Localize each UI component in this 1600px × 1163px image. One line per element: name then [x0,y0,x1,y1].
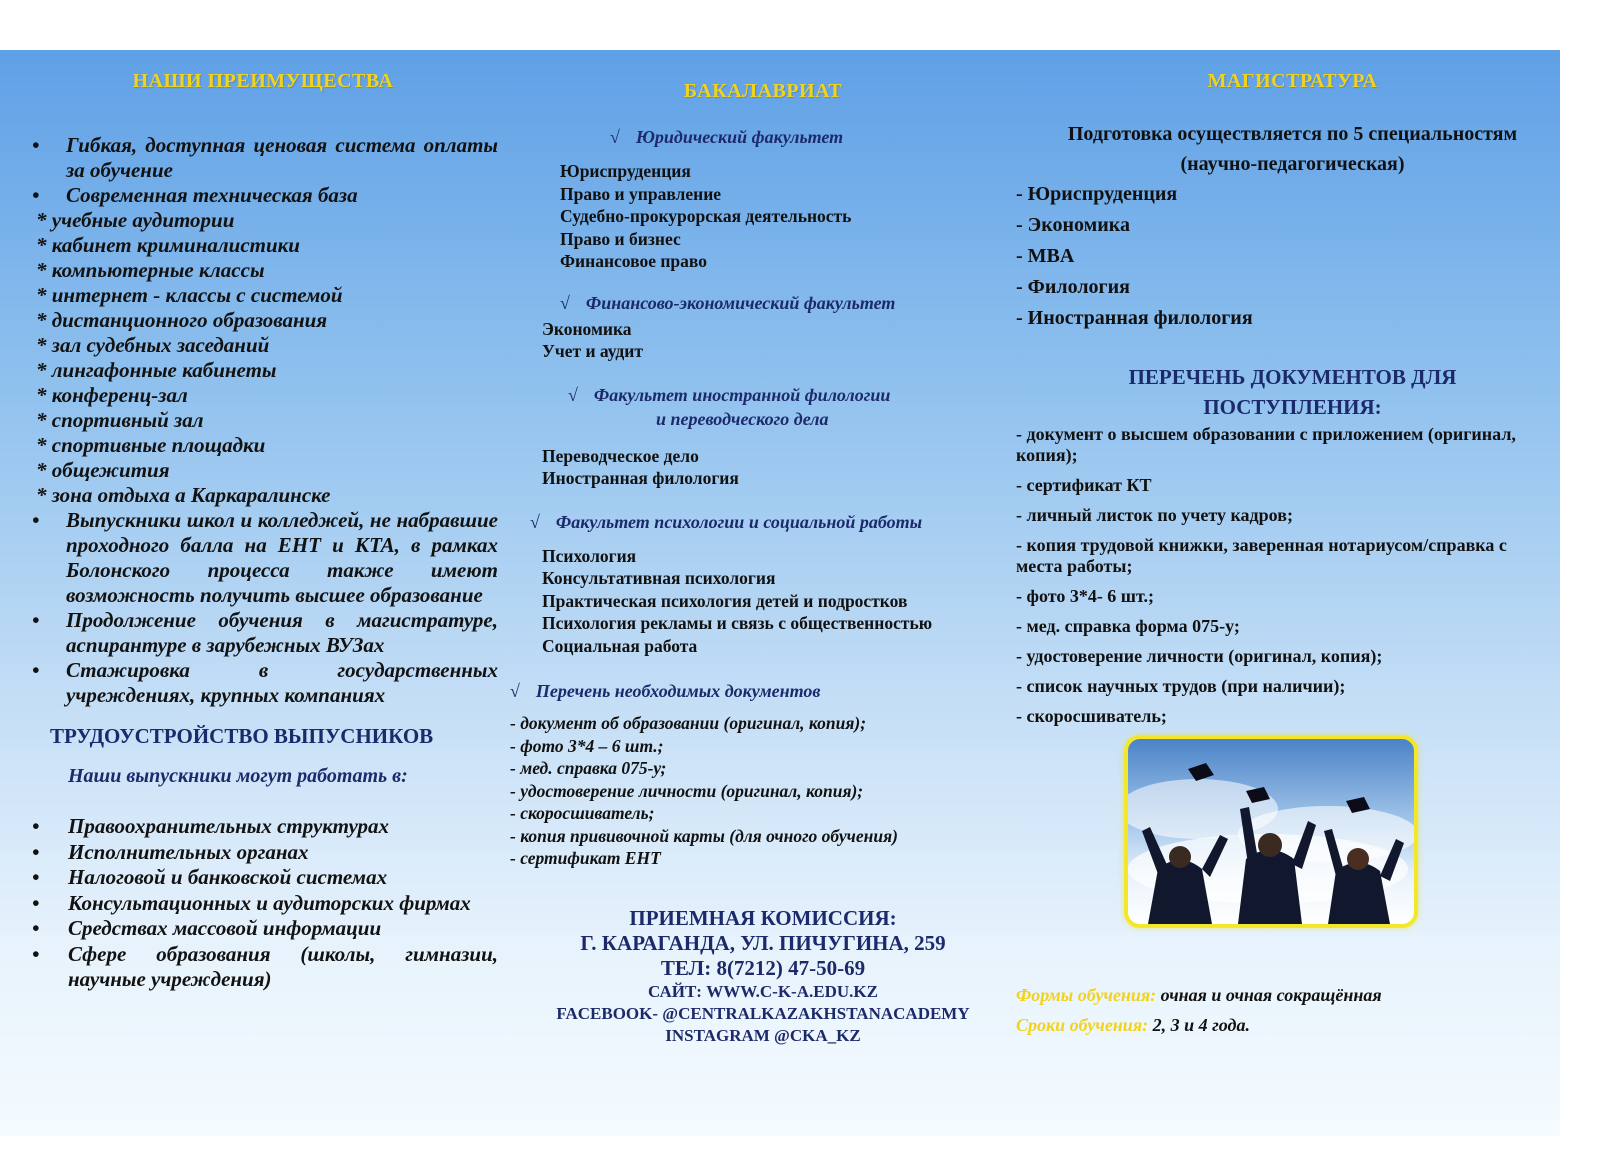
master-title: МАГИСТРАТУРА [1207,70,1378,92]
faculty-psychology-programs [542,545,1008,658]
list-item: Финансовое право [560,251,707,271]
list-item: - копия трудовой книжки, заверенная нотариусом/справка с места работы; [1016,535,1507,576]
list-item: Переводческое дело [542,445,699,466]
list-item: * лингафонные кабинеты [36,358,277,382]
list-item: - копия прививочной карты (для очного обучения) [510,825,898,846]
list-item: • Средствах массовой информации [28,916,498,942]
list-item: • Консультационных и аудиторских фирмах [28,891,498,917]
master-documents-title: ПЕРЕЧЕНЬ ДОКУМЕНТОВ ДЛЯ ПОСТУПЛЕНИЯ: [1128,365,1457,419]
list-item: - мед. справка 075-у; [510,758,667,778]
faculty-finance-programs [542,318,1008,363]
list-item: Социальная работа [542,635,698,656]
employment-list [28,814,498,993]
contact-instagram: INSTAGRAM @CKA_KZ [665,1025,861,1045]
faculty-psychology-title: √ Факультет психологии и социальной работы [530,511,923,532]
faculty-law-title: √ Юридический факультет [610,127,844,147]
contact-phone: ТЕЛ: 8(7212) 47-50-69 [660,955,866,980]
list-item: * учебные аудитории [36,208,235,232]
list-item: - документ об образовании (оригинал, копия); [510,713,867,733]
bachelor-documents-title: √ Перечень необходимых документов [510,681,821,701]
contact-title: ПРИЕМНАЯ КОМИССИЯ: [629,905,897,930]
master-column [1016,50,1555,1136]
contact-address: Г. КАРАГАНДА, УЛ. ПИЧУГИНА, 259 [580,930,946,955]
list-item: - Юриспруденция [1016,183,1178,205]
list-item: - документ о высшем образовании с приложением (оригинал, копия); [1016,424,1516,465]
list-item: * зал судебных заседаний [36,333,270,357]
list-item: - скоросшиватель; [510,803,655,823]
faculty-philology-title: √ Факультет иностранной филологии и переводческого дела [568,384,891,429]
list-item: * кабинет криминалистики [36,233,300,257]
master-specialties [1016,179,1555,334]
faculty-philology-programs [542,445,1008,490]
contact-website: САЙТ: WWW.C-K-A.EDU.KZ [648,981,878,1001]
contact-facebook: FACEBOOK- @CENTRALKAZAKHSTANACADEMY [556,1003,970,1023]
list-item: Консультативная психология [542,568,776,588]
check-icon: √ [610,127,620,147]
graduates-illustration [1128,739,1414,924]
list-item: * спортивный зал [36,408,204,432]
list-item: • Стажировка в государственных учреждениях, крупных компаниях [28,658,498,708]
list-item: - удостоверение личности (оригинал, копия); [510,780,864,801]
list-item: * зона отдыха а Каркаралинске [36,483,331,507]
list-item: - Иностранная филология [1016,307,1253,329]
list-item: • Гибкая, доступная ценовая система оплаты за обучение [28,133,498,183]
terms-label: Сроки обучения: [1016,1015,1149,1035]
list-item: Право и бизнес [560,228,681,249]
terms-value: 2, 3 и 4 года. [1152,1015,1250,1035]
list-item: • Сфере образования (школы, гимназии, научные учреждения) [28,942,498,993]
list-item: * интернет - классы с системой [36,283,343,307]
employment-subtitle: Наши выпускники могут работать в: [68,765,408,787]
list-item: * дистанционного образования [36,308,328,332]
list-item: Юриспруденция [560,161,691,181]
check-icon: √ [530,511,540,532]
check-icon: √ [560,292,570,313]
list-item: - список научных трудов (при наличии); [1016,676,1346,696]
list-item: - Экономика [1016,214,1130,236]
list-item: Экономика [542,318,632,339]
list-item: • Правоохранительных структурах [28,814,498,840]
list-item: • Налоговой и банковской системах [28,865,498,891]
list-item: - сертификат ЕНТ [510,848,661,868]
list-item: • Продолжение обучения в магистратуре, аспирантуре в зарубежных ВУЗах [28,608,498,658]
list-item: • Современная техническая база [28,183,498,208]
list-item: - MBA [1016,245,1075,267]
list-item: Учет и аудит [542,341,643,361]
brochure-sheet [0,50,1560,1136]
check-icon: √ [568,384,578,405]
list-item: Психология [542,545,637,566]
list-item: - скоросшиватель; [1016,706,1167,726]
faculty-finance-title: √ Финансово-экономический факультет [560,292,896,313]
employment-title: ТРУДОУСТРОЙСТВО ВЫПУСНИКОВ [50,724,434,748]
list-item: • Исполнительных органах [28,840,498,866]
list-item: - Филология [1016,276,1130,298]
master-documents-list [1016,424,1555,727]
graduates-photo [1124,735,1418,928]
list-item: * общежития [36,458,170,482]
study-forms [1016,980,1382,1040]
bachelor-title: БАКАЛАВРИАТ [683,80,843,102]
faculty-law-programs [560,160,1008,273]
check-icon: √ [510,681,520,701]
advantages-list [28,133,498,708]
list-item: - сертификат КТ [1016,475,1152,495]
list-item: * конференц-зал [36,383,188,407]
forms-label: Формы обучения: [1016,985,1157,1005]
list-item: Психология рекламы и связь с общественностью [542,613,933,633]
list-item: * компьютерные классы [36,258,265,282]
advantages-title: НАШИ ПРЕИМУЩЕСТВА [132,70,394,92]
list-item: Практическая психология детей и подростков [542,590,908,611]
list-item: Судебно-прокурорская деятельность [560,206,852,226]
advantages-column [28,50,498,1136]
admissions-contact [518,906,1008,1047]
list-item: • Выпускники школ и колледжей, не набравшие проходного балла на ЕНТ и КТА, в рамках Болонского процесса также имеют возможность получить высшее образование [28,508,498,608]
list-item: - мед. справка форма 075-у; [1016,616,1240,636]
master-intro: Подготовка осуществляется по 5 специальностям (научно-педагогическая) [1067,123,1518,175]
bachelor-column [510,50,1008,1136]
list-item: Иностранная филология [542,468,739,488]
list-item: - фото 3*4- 6 шт.; [1016,586,1154,606]
forms-value: очная и очная сокращённая [1160,985,1382,1005]
list-item: * спортивные площадки [36,433,266,457]
list-item: - личный листок по учету кадров; [1016,505,1293,525]
list-item: - фото 3*4 – 6 шт.; [510,735,664,756]
bachelor-documents-list [510,712,1008,870]
list-item: - удостоверение личности (оригинал, копия); [1016,646,1383,666]
list-item: Право и управление [560,183,722,204]
